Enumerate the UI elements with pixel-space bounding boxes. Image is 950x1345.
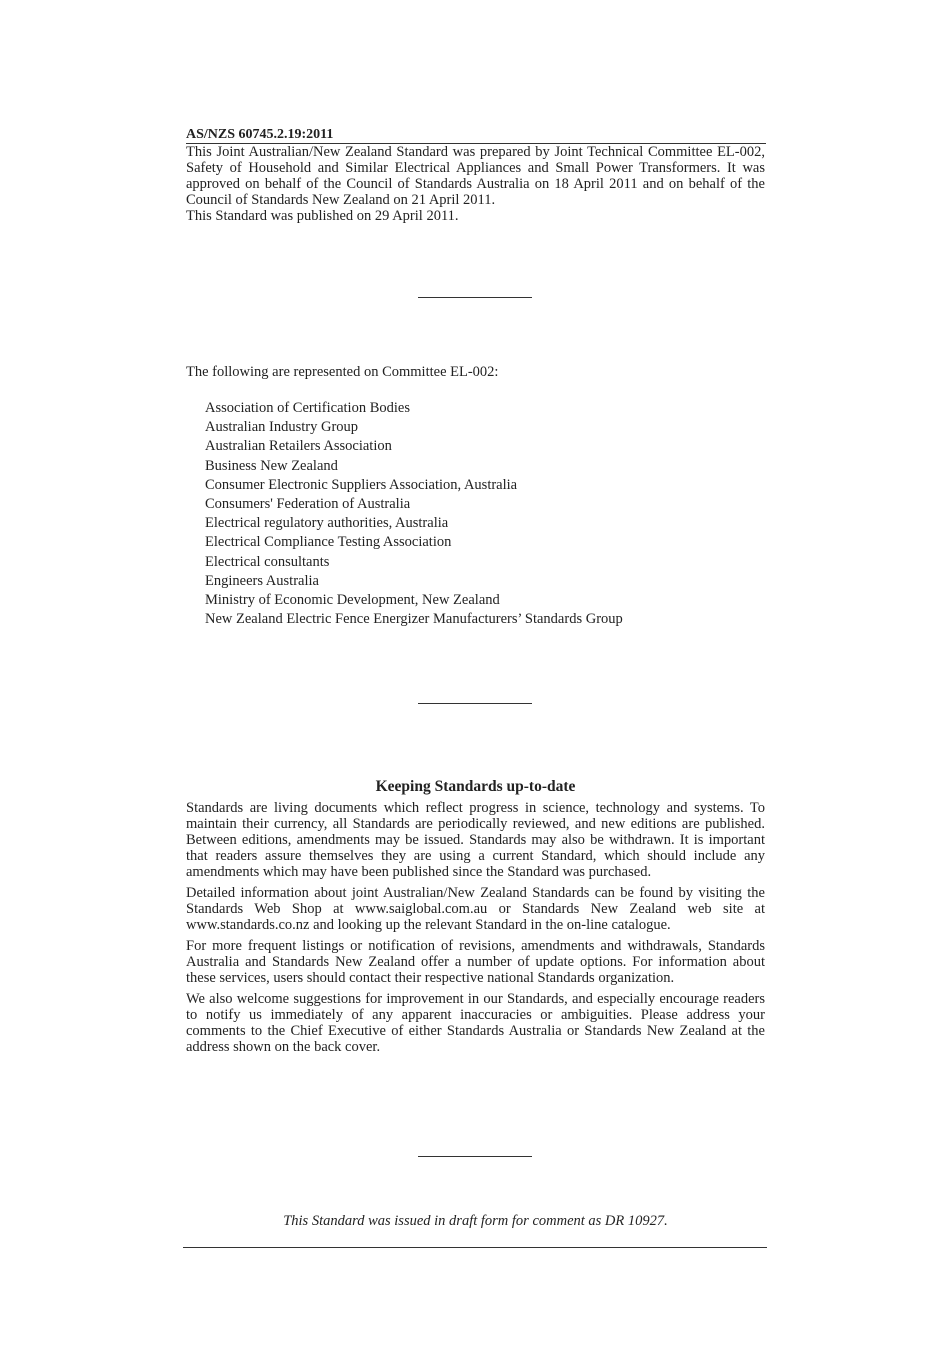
committee-member: Australian Retailers Association [205, 438, 392, 455]
body-paragraph: Detailed information about joint Australian/New Zealand Standards can be found by visiting the Standards Web Shop at www.saiglobal.com.au or Standards New Zealand web site at www.standards.co.nz and looking up the relevant Standard in the on-line catalogue. [186, 885, 765, 933]
section-heading: Keeping Standards up-to-date [375, 778, 576, 795]
preparation-block [186, 144, 765, 224]
committee-member: New Zealand Electric Fence Energizer Manufacturers’ Standards Group [205, 611, 623, 628]
committee-intro: The following are represented on Committee EL-002: [186, 364, 499, 380]
draft-note: This Standard was issued in draft form for comment as DR 10927. [283, 1213, 668, 1229]
committee-members-list [205, 399, 623, 629]
section-divider [418, 703, 532, 704]
body-paragraph: Standards are living documents which reflect progress in science, technology and systems. To maintain their currency, all Standards are periodically reviewed, and new editions are published. Between editions, amendments may be issued. Standards may also be withdrawn. It is important that readers assure themselves they are using a current Standard, which should include any amendments which may have been published since the Standard was purchased. [186, 800, 765, 880]
committee-member: Business New Zealand [205, 457, 338, 474]
committee-member: Consumers' Federation of Australia [205, 496, 411, 513]
committee-member: Electrical Compliance Testing Association [205, 534, 452, 551]
publication-date: This Standard was published on 29 April 2011. [186, 208, 459, 224]
section-divider [418, 297, 532, 298]
committee-member: Association of Certification Bodies [205, 400, 410, 416]
committee-member: Engineers Australia [205, 572, 319, 589]
footer-rule [183, 1247, 767, 1248]
committee-member: Consumer Electronic Suppliers Association, Australia [205, 476, 518, 493]
committee-member: Australian Industry Group [205, 419, 359, 436]
preparation-paragraph: This Joint Australian/New Zealand Standard was prepared by Joint Technical Committee EL-002, Safety of Household and Similar Electrical Appliances and Small Power Transformers. It was approved on behalf of the Council of Standards Australia on 18 April 2011 and on behalf of the Council of Standards New Zealand on 21 April 2011. [186, 144, 765, 208]
body-paragraph: We also welcome suggestions for improvement in our Standards, and especially encourage readers to notify us immediately of any apparent inaccuracies or ambiguities. Please address your comments to the Chief Executive of either Standards Australia or Standards New Zealand at the address shown on the back cover. [186, 991, 765, 1055]
keeping-standards-body [186, 800, 765, 1060]
committee-member: Ministry of Economic Development, New Zealand [205, 592, 500, 609]
section-divider [418, 1156, 532, 1157]
committee-member: Electrical regulatory authorities, Australia [205, 515, 449, 532]
body-paragraph: For more frequent listings or notification of revisions, amendments and withdrawals, Standards Australia and Standards New Zealand offer a number of update options. For information about these services, users should contact their respective national Standards organization. [186, 938, 765, 986]
committee-member: Electrical consultants [205, 553, 330, 570]
standard-id: AS/NZS 60745.2.19:2011 [186, 127, 766, 144]
